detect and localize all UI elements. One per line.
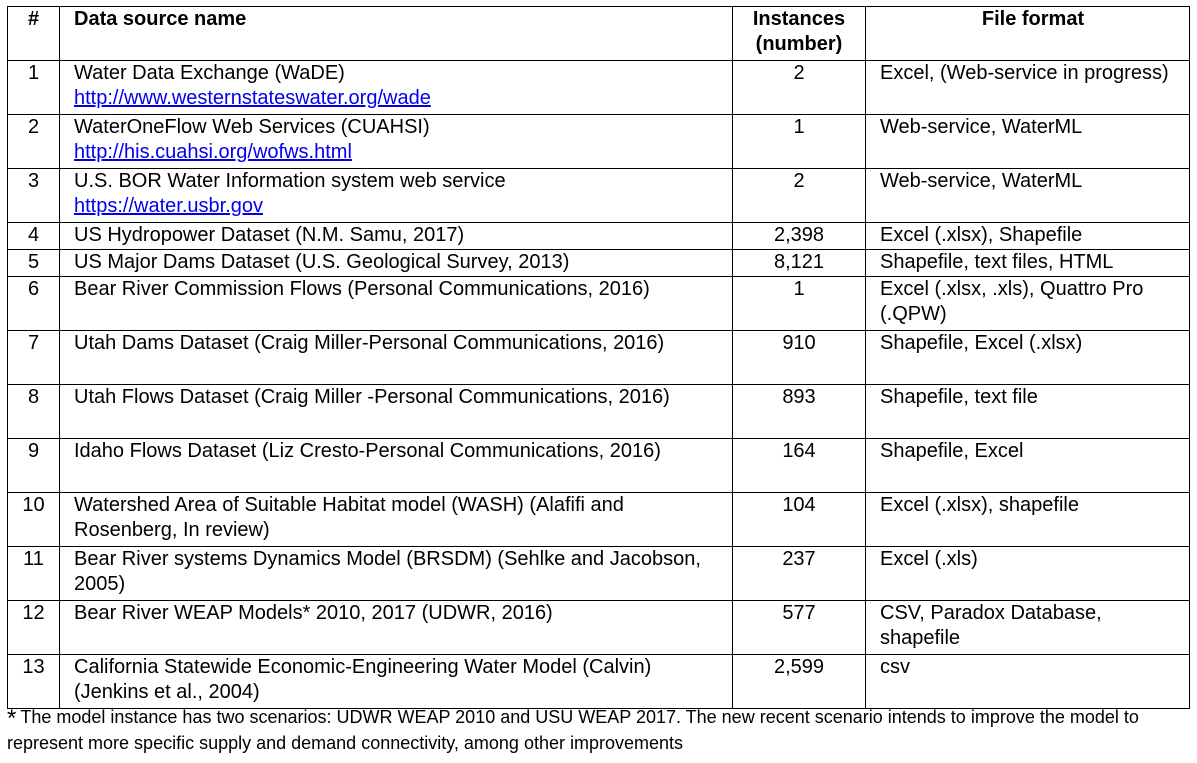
row-number: 6: [8, 277, 60, 331]
table-row: [8, 169, 1190, 223]
row-number: 13: [8, 655, 60, 709]
row-file-format: Web-service, WaterML: [866, 115, 1190, 169]
row-source-name: US Major Dams Dataset (U.S. Geological Survey, 2013): [60, 250, 733, 277]
table-row: [8, 331, 1190, 385]
row-instances: 1: [733, 277, 866, 331]
row-number: 12: [8, 601, 60, 655]
row-instances: 2: [733, 169, 866, 223]
row-source-name: [60, 61, 733, 115]
table-row: [8, 385, 1190, 439]
row-instances: 2,398: [733, 223, 866, 250]
row-file-format: Excel (.xls): [866, 547, 1190, 601]
row-instances: 8,121: [733, 250, 866, 277]
footnote-text: The model instance has two scenarios: UDWR WEAP 2010 and USU WEAP 2017. The new recent scenario intends to improve the model to represent more specific supply and demand connectivity, among other improvements: [7, 707, 1139, 753]
row-file-format: Excel (.xlsx, .xls), Quattro Pro (.QPW): [866, 277, 1190, 331]
source-name-text: U.S. BOR Water Information system web service: [74, 170, 506, 192]
footnote-marker: *: [7, 705, 17, 732]
row-number: 10: [8, 493, 60, 547]
row-number: 3: [8, 169, 60, 223]
source-name-text: Water Data Exchange (WaDE): [74, 62, 345, 84]
row-source-name: California Statewide Economic-Engineering Water Model (Calvin) (Jenkins et al., 2004): [60, 655, 733, 709]
source-link[interactable]: https://water.usbr.gov: [74, 195, 263, 217]
table-row: [8, 61, 1190, 115]
row-instances: 2,599: [733, 655, 866, 709]
row-source-name: [60, 115, 733, 169]
table-row: [8, 601, 1190, 655]
header-instances-line2: (number): [755, 33, 843, 55]
row-source-name: US Hydropower Dataset (N.M. Samu, 2017): [60, 223, 733, 250]
header-instances-line1: Instances: [752, 8, 846, 30]
table-row: [8, 439, 1190, 493]
row-instances: 577: [733, 601, 866, 655]
row-source-name: Bear River systems Dynamics Model (BRSDM) (Sehlke and Jacobson, 2005): [60, 547, 733, 601]
row-source-name: [60, 169, 733, 223]
row-source-name: Bear River Commission Flows (Personal Communications, 2016): [60, 277, 733, 331]
source-link[interactable]: http://his.cuahsi.org/wofws.html: [74, 141, 352, 163]
row-file-format: Excel, (Web-service in progress): [866, 61, 1190, 115]
table-row: [8, 547, 1190, 601]
row-file-format: Excel (.xlsx), Shapefile: [866, 223, 1190, 250]
table-row: [8, 115, 1190, 169]
row-instances: 104: [733, 493, 866, 547]
row-instances: 2: [733, 61, 866, 115]
footnote: [7, 705, 1189, 756]
row-number: 9: [8, 439, 60, 493]
table-row: [8, 277, 1190, 331]
row-file-format: Shapefile, Excel (.xlsx): [866, 331, 1190, 385]
source-name-text: WaterOneFlow Web Services (CUAHSI): [74, 116, 430, 138]
row-file-format: Shapefile, text files, HTML: [866, 250, 1190, 277]
data-sources-table: [7, 6, 1190, 709]
row-number: 1: [8, 61, 60, 115]
row-instances: 1: [733, 115, 866, 169]
row-file-format: CSV, Paradox Database, shapefile: [866, 601, 1190, 655]
row-instances: 910: [733, 331, 866, 385]
row-number: 2: [8, 115, 60, 169]
row-instances: 164: [733, 439, 866, 493]
row-number: 11: [8, 547, 60, 601]
row-source-name: Watershed Area of Suitable Habitat model (WASH) (Alafifi and Rosenberg, In review): [60, 493, 733, 547]
row-source-name: Bear River WEAP Models* 2010, 2017 (UDWR, 2016): [60, 601, 733, 655]
row-file-format: Web-service, WaterML: [866, 169, 1190, 223]
row-number: 7: [8, 331, 60, 385]
row-source-name: Utah Flows Dataset (Craig Miller -Personal Communications, 2016): [60, 385, 733, 439]
table-header-row: [8, 7, 1190, 61]
row-instances: 893: [733, 385, 866, 439]
table-row: [8, 493, 1190, 547]
row-file-format: Shapefile, Excel: [866, 439, 1190, 493]
row-file-format: Excel (.xlsx), shapefile: [866, 493, 1190, 547]
row-number: 8: [8, 385, 60, 439]
header-number: #: [8, 7, 60, 61]
header-instances: [733, 7, 866, 61]
source-link[interactable]: http://www.westernstateswater.org/wade: [74, 87, 431, 109]
table-row: [8, 655, 1190, 709]
row-number: 5: [8, 250, 60, 277]
row-file-format: csv: [866, 655, 1190, 709]
header-file-format: File format: [866, 7, 1190, 61]
table-row: [8, 223, 1190, 250]
row-source-name: Utah Dams Dataset (Craig Miller-Personal Communications, 2016): [60, 331, 733, 385]
row-source-name: Idaho Flows Dataset (Liz Cresto-Personal Communications, 2016): [60, 439, 733, 493]
row-file-format: Shapefile, text file: [866, 385, 1190, 439]
row-instances: 237: [733, 547, 866, 601]
row-number: 4: [8, 223, 60, 250]
table-row: [8, 250, 1190, 277]
header-data-source-name: Data source name: [60, 7, 733, 61]
